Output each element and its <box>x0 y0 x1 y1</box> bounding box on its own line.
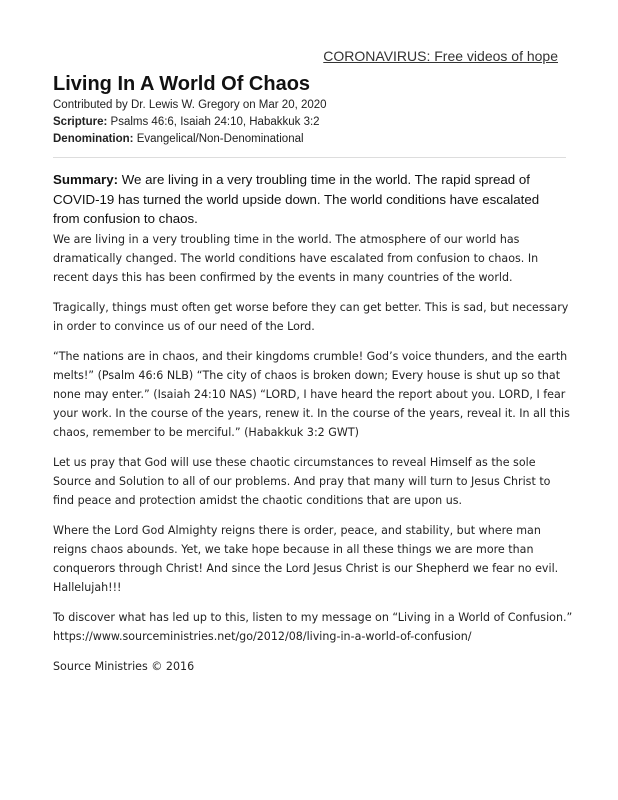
summary-label: Summary: <box>53 172 119 187</box>
scripture-line <box>53 114 320 130</box>
sermon-title: Living In A World Of Chaos <box>53 73 311 95</box>
coronavirus-videos-link[interactable]: CORONAVIRUS: Free videos of hope <box>323 48 558 64</box>
header-divider <box>53 157 566 158</box>
denomination-line <box>53 131 304 147</box>
paragraph-5: Where the Lord God Almighty reigns there is order, peace, and stability, but where man reigns chaos abounds. Yet, we take hope because in all these things we are more than conquerors through Christ! And since the Lord Jesus Christ is our Shepherd we fear no evil. Hallelujah!!! <box>53 524 559 594</box>
scripture-label: Scripture: <box>53 116 108 128</box>
denomination-label: Denomination: <box>53 133 134 145</box>
scripture-value: Psalms 46:6, Isaiah 24:10, Habakkuk 3:2 <box>110 116 320 128</box>
summary-text: We are living in a very troubling time in the world. The rapid spread of COVID-19 has turned the world upside down. The world conditions have escalated from confusion to chaos. <box>53 172 540 226</box>
paragraph-2: Tragically, things must often get worse before they can get better. This is sad, but necessary in order to convince us of our need of the Lord. <box>53 301 569 333</box>
paragraph-6: To discover what has led up to this, listen to my message on “Living in a World of Confusion.” https://www.sourceministries.net/go/2012/08/living-in-a-world-of-confusion/ <box>53 611 573 643</box>
paragraph-1: We are living in a very troubling time in the world. The atmosphere of our world has dramatically changed. The world conditions have escalated from confusion to chaos. In recent days this has been confirmed by the events in many countries of the world. <box>53 233 539 284</box>
copyright-line: Source Ministries © 2016 <box>53 660 195 673</box>
summary <box>53 170 568 229</box>
denomination-value: Evangelical/Non-Denominational <box>136 133 304 145</box>
contributor-line: Contributed by Dr. Lewis W. Gregory on Mar 20, 2020 <box>53 99 327 111</box>
sermon-body <box>53 230 573 687</box>
paragraph-3: “The nations are in chaos, and their kingdoms crumble! God’s voice thunders, and the earth melts!” (Psalm 46:6 NLB) “The city of chaos is broken down; Every house is shut up so that none may enter.” (Isaiah 24:10 NAS) “LORD, I have heard the report about you. LORD, I fear your work. In the course of the years, renew it. In the course of the years, reveal it. In all this chaos, remember to be merciful.” (Habakkuk 3:2 GWT) <box>53 350 570 439</box>
paragraph-4: Let us pray that God will use these chaotic circumstances to reveal Himself as the sole Source and Solution to all of our problems. And pray that many will turn to Jesus Christ to find peace and protection amidst the chaotic conditions that are upon us. <box>53 456 551 507</box>
